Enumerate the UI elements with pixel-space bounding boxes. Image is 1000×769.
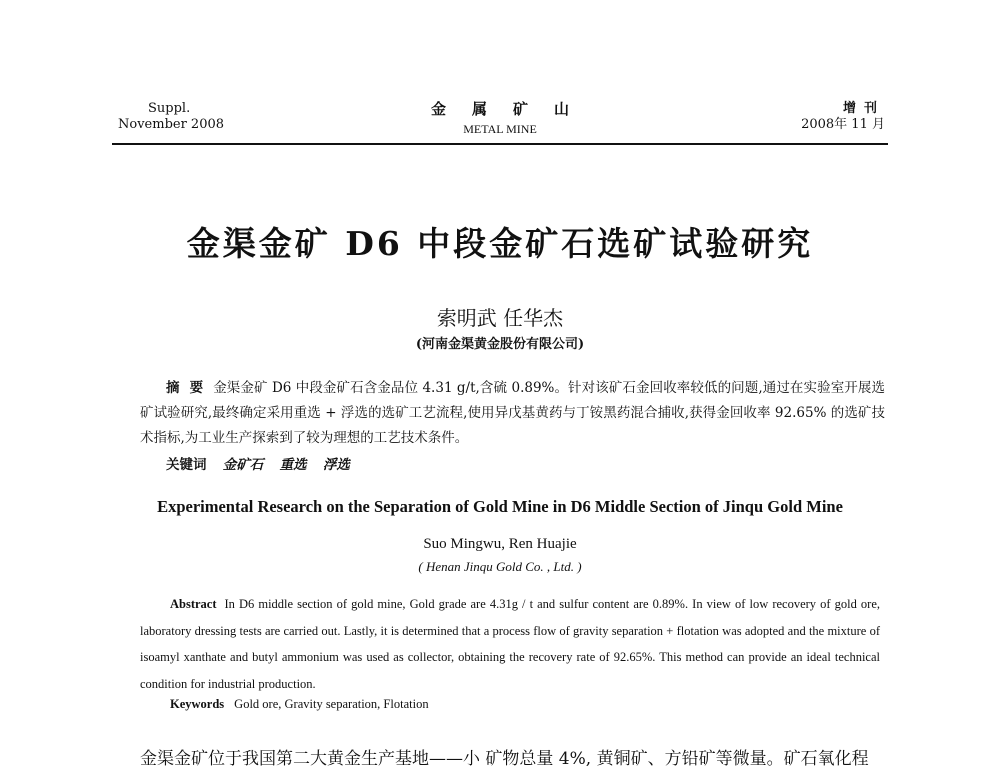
keyword-cn: 浮选: [322, 457, 350, 473]
keywords-en-text: Gold ore, Gravity separation, Flotation: [234, 697, 429, 711]
keywords-cn: [166, 453, 362, 473]
keywords-cn-label: 关键词: [166, 457, 207, 473]
affiliation-cn: (河南金渠黄金股份有限公司): [415, 337, 585, 352]
body-text-partial: 金渠金矿位于我国第二大黄金生产基地——小 矿物总量 4%, 黄铜矿、方铅矿等微量。矿石氧化程: [140, 749, 869, 769]
abstract-en: [140, 591, 880, 697]
authors-en: Suo Mingwu, Ren Huajie: [423, 536, 577, 552]
journal-name-en: METAL MINE: [463, 122, 537, 136]
paper-title-cn: 金渠金矿 D6 中段金矿石选矿试验研究: [186, 224, 814, 263]
journal-name-cn: 金属矿山: [430, 100, 595, 118]
affiliation-en: ( Henan Jinqu Gold Co. , Ltd. ): [418, 559, 582, 574]
keywords-en-label: Keywords: [170, 697, 225, 711]
paper-title-en: Experimental Research on the Separation of Gold Mine in D6 Middle Section of Jinqu Gold Mine: [157, 497, 843, 516]
keyword-cn: 金矿石: [222, 457, 264, 473]
abstract-cn-text: 金渠金矿 D6 中段金矿石含金品位 4.31 g/t,含硫 0.89%。针对该矿石金回收率较低的问题,通过在实验室开展选矿试验研究,最终确定采用重选 + 浮选的选矿工艺流程,使用异戊基黄药与丁铵黑药混合捕收,获得金回收率 92.65% 的选矿技术指标,为工业生产探索到了较为理想的工艺技术条件。: [140, 380, 885, 446]
authors-cn: 索明武 任华杰: [436, 306, 564, 330]
header-supplement-cn: 增刊: [842, 101, 885, 116]
keyword-cn: 重选: [279, 457, 307, 473]
abstract-cn-label: 摘要: [166, 380, 214, 396]
abstract-en-label: Abstract: [170, 597, 217, 611]
header-suppl: Suppl.: [148, 101, 191, 116]
running-header-right: [780, 101, 885, 133]
keywords-en: [170, 697, 429, 712]
abstract-cn: [140, 376, 885, 451]
header-rule: [112, 143, 888, 145]
header-date-cn: 2008年 11 月: [801, 117, 885, 132]
header-date-en: November 2008: [118, 117, 225, 132]
abstract-en-text: In D6 middle section of gold mine, Gold grade are 4.31g / t and sulfur content are 0.89%. In view of low recovery of gold ore, laboratory dressing tests are carried out. Lastly, it is determined that a process flow of gravity separation + flotation was adopted and the mixture of isoamyl xanthate and butyl ammonium was used as collector, obtaining the recovery rate of 92.65%. This method can provide an ideal technical condition for industrial production.: [140, 597, 880, 691]
